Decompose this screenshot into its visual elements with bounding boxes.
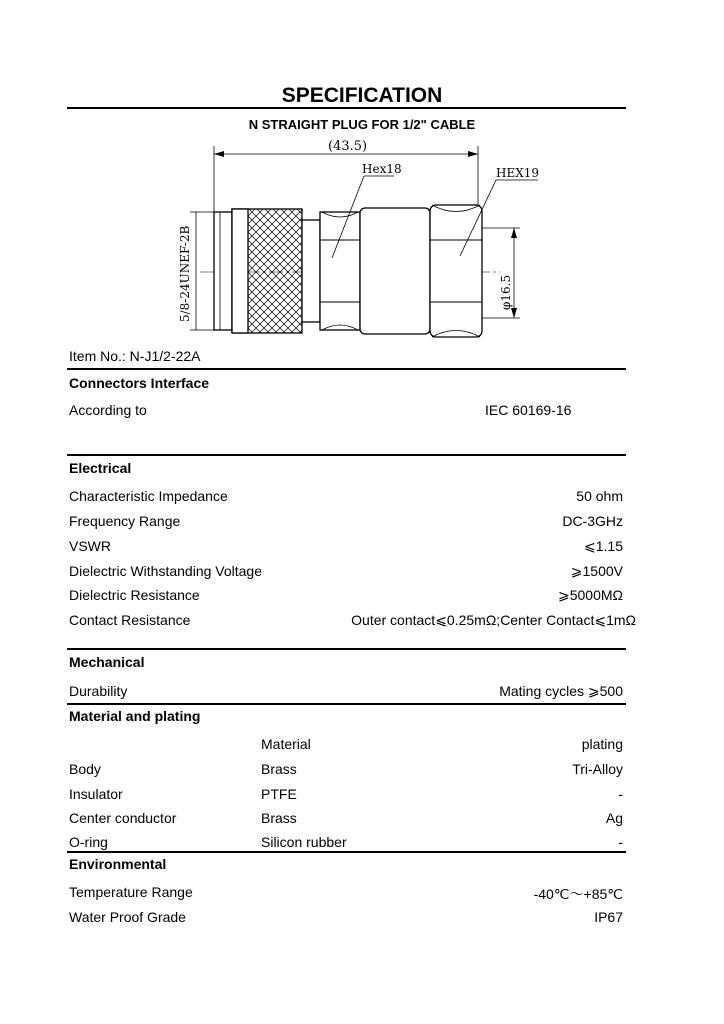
plating-column-header: plating [581,736,623,752]
spec-value: ⩾5000MΩ [557,587,623,603]
part-plating: Ag [605,810,623,826]
part-plating: - [618,786,623,802]
spec-label: VSWR [69,538,111,554]
spec-label: Durability [69,683,128,699]
part-name: Body [69,761,101,777]
length-label: (43.5) [328,139,368,154]
section-environmental-title: Environmental [69,856,167,872]
front-ring [214,212,232,330]
spec-value: -40℃～+85℃ [533,886,623,902]
part-plating: Tri-Alloy [572,761,623,777]
part-material: PTFE [261,786,297,802]
hex19-label: HEX19 [496,166,540,180]
hex18-body [320,212,360,330]
part-material: Brass [261,810,297,826]
hex18-label: Hex18 [362,162,402,176]
spec-value: 50 ohm [576,488,623,504]
spec-value: DC-3GHz [562,513,623,529]
hex19-nut [430,205,482,337]
connector-drawing [0,135,724,345]
spec-label: Temperature Range [69,884,193,900]
section-rule [67,368,626,370]
spec-label: Dielectric Withstanding Voltage [69,563,262,579]
section-rule [67,454,626,456]
section-electrical-title: Electrical [69,460,132,476]
item-number: Item No.: N-J1/2-22A [69,348,201,364]
section-rule [67,703,626,705]
page-subtitle: N STRAIGHT PLUG FOR 1/2" CABLE [248,117,476,132]
interface-value: IEC 60169-16 [485,402,572,418]
material-column-header: Material [261,736,311,752]
spec-label: Contact Resistance [69,612,191,628]
part-name: Insulator [69,786,123,802]
section-mechanical-title: Mechanical [69,654,145,670]
spec-value: IP67 [594,909,623,925]
part-name: Center conductor [69,810,177,826]
section-rule [67,851,626,853]
interface-label: According to [69,402,147,418]
diameter-label: φ16.5 [499,274,513,310]
part-plating: - [618,834,623,850]
spec-value: Outer contact⩽0.25mΩ;Center Contact⩽1mΩ [351,612,636,628]
spec-label: Dielectric Resistance [69,587,200,603]
title-rule [67,107,626,109]
spec-label: Water Proof Grade [69,909,186,925]
part-material: Brass [261,761,297,777]
middle-body [360,208,430,334]
spec-label: Frequency Range [69,513,181,529]
section-material-title: Material and plating [69,708,201,724]
length-dimension [214,139,478,212]
section-rule [67,648,626,650]
page-title: SPECIFICATION [281,84,443,107]
spec-label: Characteristic Impedance [69,488,228,504]
part-material: Silicon rubber [261,834,347,850]
section-interface-title: Connectors Interface [69,375,210,391]
thread-label: 5/8-24UNEF-2B [178,225,192,322]
spec-value: Mating cycles ⩾500 [499,683,623,699]
spec-value: ⩾1500V [570,563,623,579]
part-name: O-ring [69,834,108,850]
spec-value: ⩽1.15 [584,538,623,554]
